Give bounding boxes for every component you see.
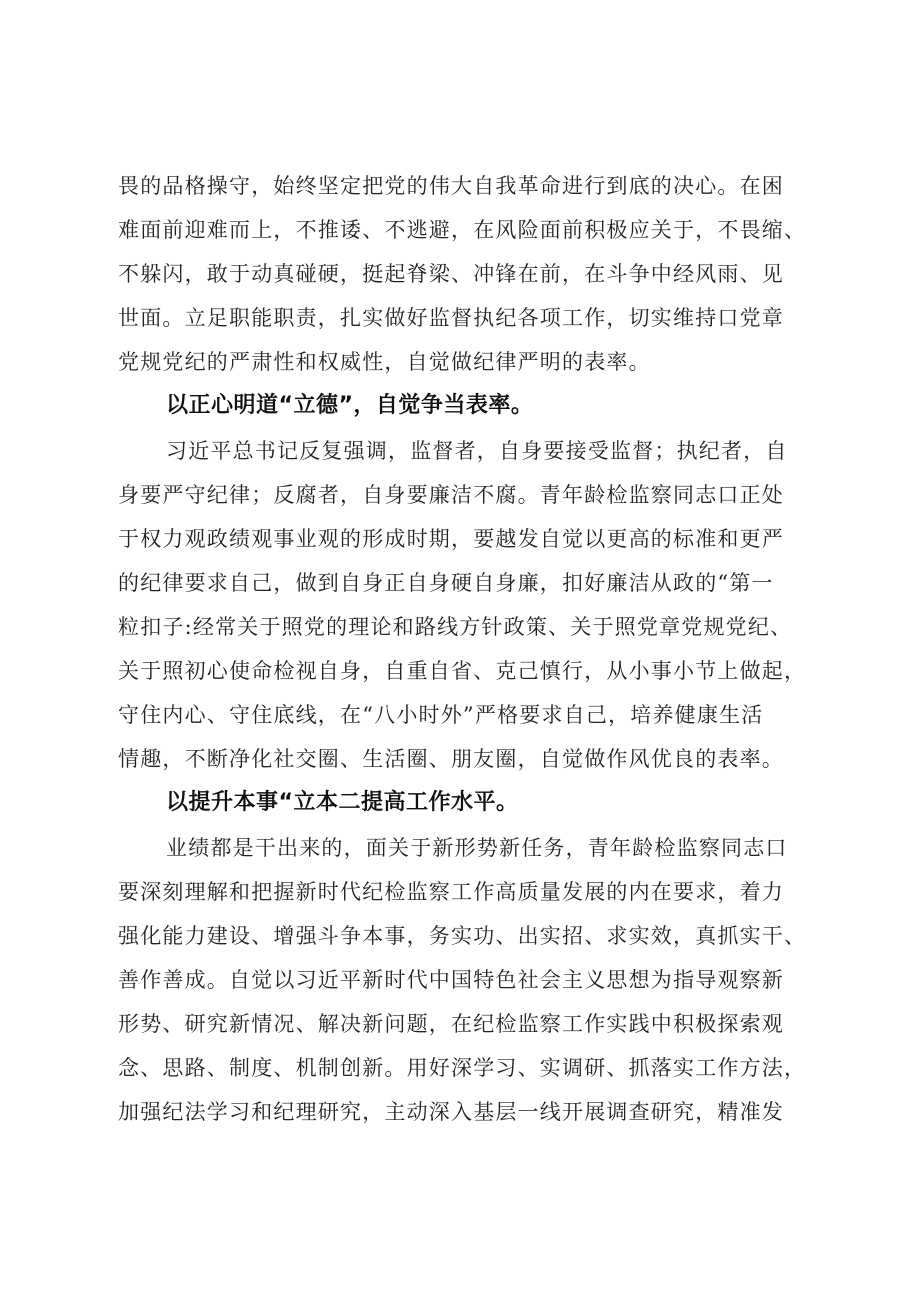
paragraph-line: 难面前迎难而上，不推诿、不逃避，在风险面前积极应关于，不畏缩、 <box>118 218 807 242</box>
paragraph-line: 党规党纪的严肃性和权威性，自觉做纪律严明的表率。 <box>118 350 651 374</box>
paragraph-line: 业绩都是干出来的，面关于新形势新任务，青年龄检监察同志口 <box>166 836 788 860</box>
section-heading: 以正心明道“立德”，自觉争当表率。 <box>166 393 534 418</box>
paragraph-line: 善作善成。自觉以习近平新时代中国特色社会主义思想为指导观察新 <box>118 968 784 992</box>
section-heading: 以提升本事“立本二提高工作水平。 <box>166 790 519 815</box>
paragraph-line: 加强纪法学习和纪理研究，主动深入基层一线开展调查研究，精准发 <box>118 1100 784 1124</box>
paragraph-line: 形势、研究新情况、解决新问题，在纪检监察工作实践中积极探索观 <box>118 1012 784 1036</box>
paragraph-line: 关于照初心使命检视自身，自重自省、克己慎行，从小事小节上做起， <box>118 659 807 683</box>
paragraph-line: 习近平总书记反复强调，监督者，自身要接受监督；执纪者，自 <box>166 439 788 463</box>
paragraph-line: 念、思路、制度、机制创新。用好深学习、实调研、抓落实工作方法， <box>118 1056 807 1080</box>
paragraph-line: 不躲闪，敢于动真碰硬，挺起脊梁、冲锋在前，在斗争中经风雨、见 <box>118 262 784 286</box>
paragraph-line: 的纪律要求自己，做到自身正自身硬自身廉，扣好廉洁从政的“第一 <box>118 571 774 595</box>
paragraph-line: 守住内心、守住底线，在“八小时外”严格要求自己，培养健康生活 <box>118 703 764 727</box>
paragraph-line: 于权力观政绩观事业观的形成时期，要越发自觉以更高的标准和更严 <box>118 527 784 551</box>
paragraph-line: 粒扣子:经常关于照党的理论和路线方针政策、关于照党章党规党纪、 <box>118 615 793 639</box>
paragraph-line: 世面。立足职能职责，扎实做好监督执纪各项工作，切实维持口党章 <box>118 306 784 330</box>
paragraph-line: 强化能力建设、增强斗争本事，务实功、出实招、求实效，真抓实干、 <box>118 924 807 948</box>
paragraph-line: 畏的品格操守，始终坚定把党的伟大自我革命进行到底的决心。在困 <box>118 174 784 198</box>
paragraph-line: 情趣，不断净化社交圈、生活圈、朋友圈，自觉做作风优良的表率。 <box>118 747 784 771</box>
paragraph-line: 要深刻理解和把握新时代纪检监察工作高质量发展的内在要求，着力 <box>118 880 784 904</box>
paragraph-line: 身要严守纪律；反腐者，自身要廉洁不腐。青年龄检监察同志口正处 <box>118 483 784 507</box>
